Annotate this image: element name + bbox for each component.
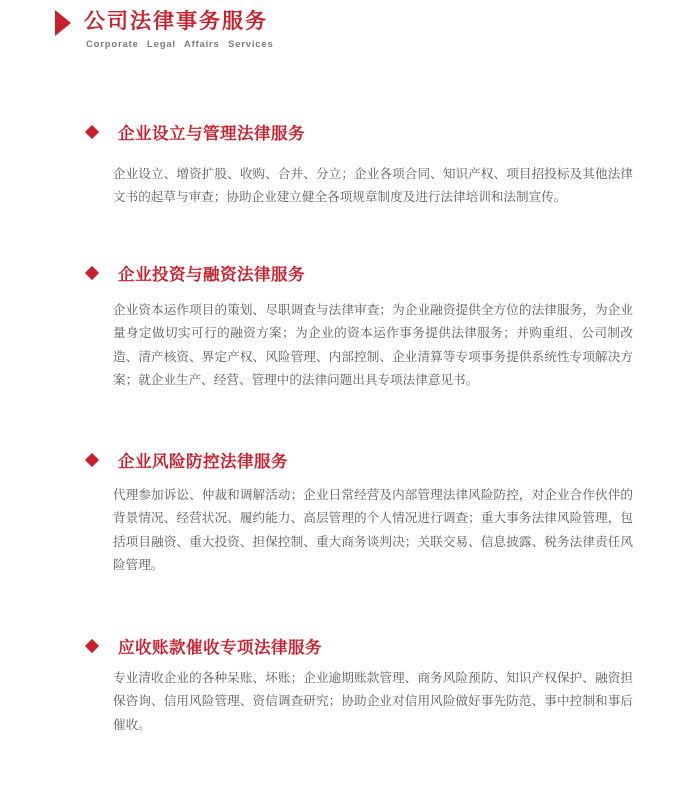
section-header-investment — [87, 263, 305, 282]
header-arrow-icon — [55, 10, 71, 36]
section-title: 企业设立与管理法律服务 — [118, 124, 305, 143]
section-title: 企业风险防控法律服务 — [118, 452, 288, 471]
diamond-icon — [85, 452, 99, 466]
section-body: 企业资本运作项目的策划、尽职调查与法律审查；为企业融资提供全方位的法律服务，为企业量身定做切实可行的融资方案；为企业的资本运作事务提供法律服务；并购重组、公司制改造、清产核资、界定产权、风险管理、内部控制、企业清算等专项事务提供系统性专项解决方案；就企业生产、经营、管理中的法律问题出具专项法律意见书。 — [113, 303, 633, 388]
section-body: 代理参加诉讼、仲裁和调解活动；企业日常经营及内部管理法律风险防控，对企业合作伙伴的背景情况、经营状况、履约能力、高层管理的个人情况进行调查；重大事务法律风险管理，包括项目融资、重大投资、担保控制、重大商务谈判决；关联交易、信息披露、税务法律责任风险管理。 — [113, 488, 633, 573]
section-header-risk-control — [87, 450, 288, 469]
page-title: 公司法律事务服务 — [84, 10, 268, 33]
section-title: 企业投资与融资法律服务 — [118, 265, 305, 284]
section-body: 企业设立、增资扩股、收购、合并、分立；企业各项合同、知识产权、项目招投标及其他法律文书的起草与审查；协助企业建立健全各项规章制度及进行法律培训和法制宣传。 — [113, 167, 633, 205]
section-body: 专业清收企业的各种呆账、坏账；企业逾期账款管理、商务风险预防、知识产权保护、融资担保咨询、信用风险管理、资信调查研究；协助企业对信用风险做好事先防范、事中控制和事后催收。 — [113, 671, 633, 732]
section-title: 应收账款催收专项法律服务 — [118, 638, 322, 657]
diamond-icon — [85, 638, 99, 652]
diamond-icon — [85, 265, 99, 279]
page-subtitle: Corporate Legal Affairs Services — [86, 39, 274, 50]
section-header-establishment — [87, 122, 305, 141]
diamond-icon — [85, 124, 99, 138]
section-header-receivables — [87, 636, 322, 655]
